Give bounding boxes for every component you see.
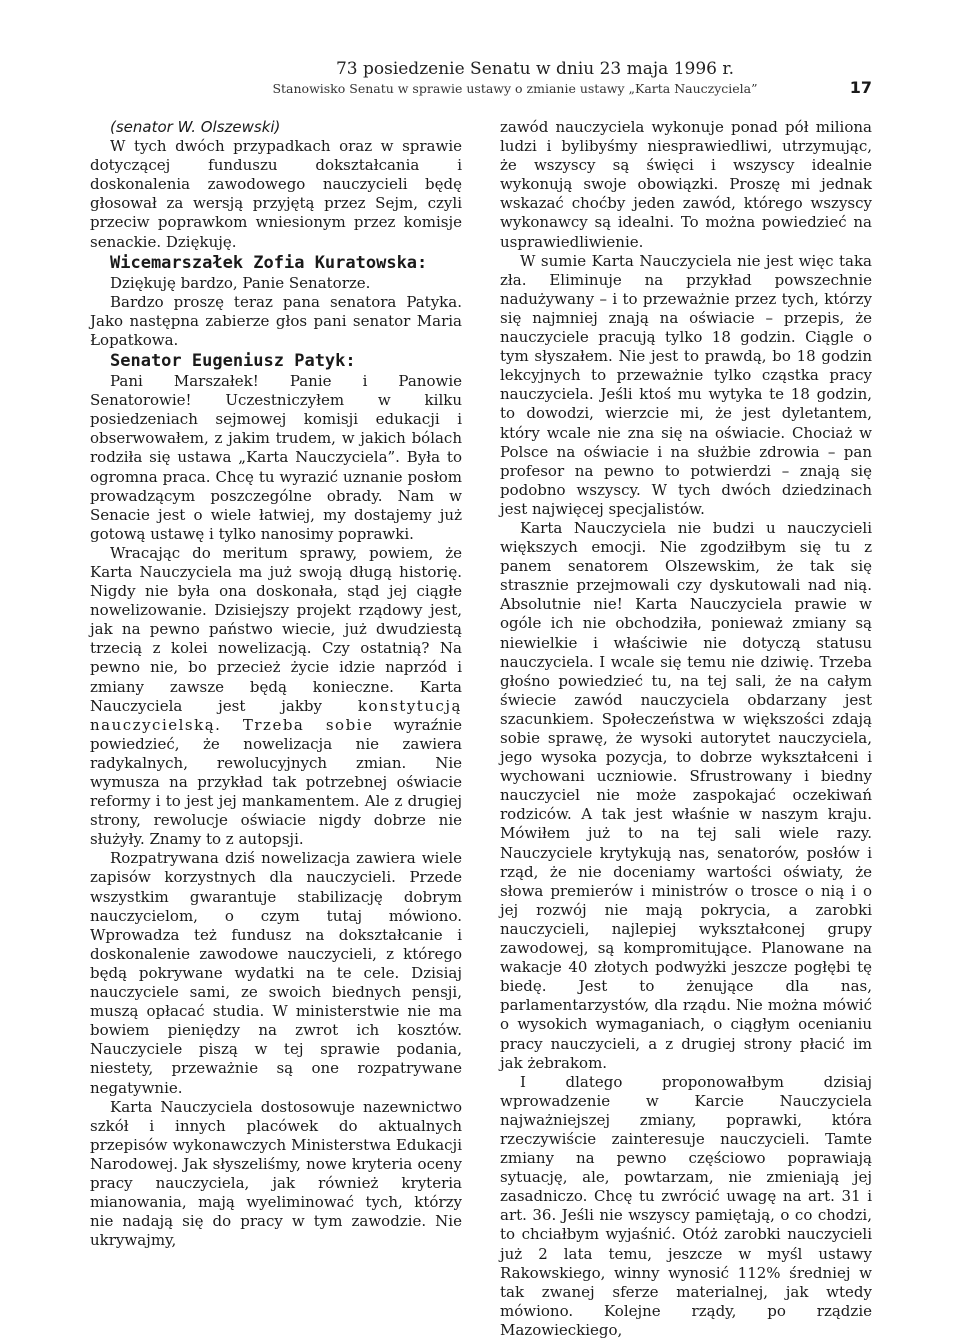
paragraph: Bardzo proszę teraz pana senatora Patyka. Jako następna zabierze głos pani senator Maria Łopatkowa. xyxy=(90,292,462,349)
paragraph: Karta Nauczyciela nie budzi u nauczycieli większych emocji. Nie zgodziłbym się tu z panem senatorem Olszewskim, że tak się strasznie przejmowali czy dyskutowali nad nią. Absolutnie nie! Karta Nauczyciela prawie w ogóle ich nie obchodziła, ponieważ zmiany są niewielkie i właściwie nie dotyczą statusu nauczyciela. I wcale się temu nie dziwię. Trzeba głośno powiedzieć tu, na tej sali, że na całym świecie zawód nauczyciela obdarzany jest szacunkiem. Społeczeństwa w większości zdają sobie sprawę, że wysoki autorytet nauczyciela, jego wysoka pozycja, to dobrze wykształceni i wychowani uczniowie. Sfrustrowany i biedny nauczyciel nie może zaspokajać oczekiwań rodziców. A tak jest właśnie w naszym kraju. Mówiłem już to na tej sali wiele razy. Nauczyciele krytykują nas, senatorów, posłów i rząd, że nie doceniamy wartości oświaty, że słowa premierów i ministrów o trosce o nią i o jej rozwój nie mają pokrycia, a zarobki nauczycieli, najlepiej wykształconej grupy zawodowej, są kompromitujące. Planowane na wakacje 40 złotych podwyżki jeszcze pogłębi tę biedę. Jest to żenujące dla nas, parlamentarzystów, dla rządu. Nie można mówić o wysokich wymaganiach, o ciągłym ocenianiu pracy nauczycieli, a z drugiej strony płacić im jak żebrakom. xyxy=(500,518,872,1072)
speaker-heading: Wicemarszałek Zofia Kuratowska: xyxy=(110,252,428,273)
page-header xyxy=(88,58,872,102)
paragraph: W tych dwóch przypadkach oraz w sprawie dotyczącej funduszu dokształcania i doskonalenia zawodowego nauczycieli będę głosował za wersją przyjętą przez Sejm, czyli przeciw poprawkom wniesionym przez komisje senackie. Dziękuję. xyxy=(90,137,462,251)
spaced-text: konstytucją nauczycielską. Trzeba sobie xyxy=(90,696,462,734)
paragraph: Pani Marszałek! Panie i Panowie Senatorowie! Uczestniczyłem w kilku posiedzeniach sejmowej komisji edukacji i obserwowałem, z jakim trudem, w jakich bólach rodziła się ustawa „Karta Nauczyciela”. Była to ogromna praca. Chcę tu wyrazić uznanie posłom prowadzącym poszczególne obrady. Nam w Senacie jest o wiele łatwiej, my dostajemy już gotową ustawę i tylko nanosimy poprawki. xyxy=(90,372,462,543)
text-span: wyraźnie powiedzieć, że nowelizacja nie zawiera radykalnych, rewolucyjnych zmian. Nie wymusza na przykład tak potrzebnej oświacie reformy i to jest jej mankamentem. Ale z drugiej strony, rewolucje oświacie nigdy dobrze nie służyły. Znamy to z autopsji. xyxy=(90,715,462,849)
paragraph: Rozpatrywana dziś nowelizacja zawiera wiele zapisów korzystnych dla nauczycieli. Przede wszystkim gwarantuje stabilizację dobrym nauczycielom, o czym tutaj mówiono. Wprowadza też fundusz na dokształcanie i doskonalenie zawodowe nauczycieli, z którego będą pokrywane wydatki na te cele. Dzisiaj nauczyciele sami, ze swoich biednych pensji, muszą opłacać studia. W ministerstwie nie ma bowiem pieniędzy na zwrot ich kosztów. Nauczyciele piszą w tej sprawie podania, niestety, przeważnie są one rozpatrywane negatywnie. xyxy=(90,849,462,1097)
header-title: 73 posiedzenie Senatu w dniu 23 maja 1996 r. xyxy=(335,59,735,79)
paragraph: zawód nauczyciela wykonuje ponad pół miliona ludzi i bylibyśmy niesprawiedliwi, utrzymując, że wszyscy są święci i wszyscy idealnie wykonują swoje obowiązki. Proszę mi jednak wskazać choćby jeden zawód, którego wszyscy wykonawcy są idealni. To można powiedzieć na usprawiedliwienie. xyxy=(500,118,872,251)
right-column xyxy=(500,118,872,1339)
paragraph: I dlatego proponowałbym dzisiaj wprowadzenie w Karcie Nauczyciela najważniejszej zmiany, poprawki, która rzeczywiście zainteresuje nauczycieli. Tamte zmiany na pewno częściowo poprawiają sytuację, ale, powtarzam, nie zmieniają jej zasadniczo. Chcę tu zwrócić uwagę na art. 31 i art. 36. Jeśli nie wszyscy pamiętają, o co chodzi, to chciałbym wyjaśnić. Otóż zarobki nauczycieli już 2 lata temu, jeszcze w myśl ustawy Rakowskiego, winny wynosić 112% średniej w tak zwanej sferze materialnej, jak wtedy mówiono. Kolejne rządy, po rządzie Mazowieckiego, xyxy=(500,1072,872,1339)
left-column xyxy=(90,118,462,1268)
speaker-heading: Senator Eugeniusz Patyk: xyxy=(110,351,356,372)
page-number: 17 xyxy=(849,78,872,97)
paragraph: Dziękuję bardzo, Panie Senatorze. xyxy=(110,273,371,292)
text-span: Wracając do meritum sprawy, powiem, że Karta Nauczyciela ma już swoją długą historię. Nigdy nie była ona doskonała, stąd jej ciągłe nowelizowanie. Dzisiejszy projekt rządowy jest, jak na pewno państwo wiecie, już dwudziestą trzecią z kolei nowelizacją. Czy ostatnią? Na pewno nie, bo przecież życie idzie naprzód i zmiany zawsze będą konieczne. Karta Nauczyciela jest jakby xyxy=(90,543,462,715)
paragraph: W sumie Karta Nauczyciela nie jest więc taka zła. Eliminuje na przykład powszechnie nadużywany – i to przeważnie przez tych, którzy się najmniej znają na oświacie – przepis, że nauczyciele pracują tylko 18 godzin. Ciągle o tym słyszałem. Nie jest to prawdą, bo 18 godzin lekcyjnych to przeważnie tylko cząstka pracy nauczyciela. Jeśli ktoś mu wytyka te 18 godzin, to dowodzi, wierzcie mi, że jest dyletantem, który wcale nie zna się na oświacie. Chociaż w Polsce na oświacie i na służbie zdrowia – pan profesor na pewno to potwierdzi – znają się podobno wszyscy. W tych dwóch dziedzinach jest najwięcej specjalistów. xyxy=(500,251,872,518)
header-subtitle: Stanowisko Senatu w sprawie ustawy o zmianie ustawy „Karta Nauczyciela” xyxy=(272,81,758,96)
speaker-note: (senator W. Olszewski) xyxy=(110,118,281,136)
paragraph: Karta Nauczyciela dostosowuje nazewnictwo szkół i innych placówek do aktualnych przepisów wykonawczych Ministerstwa Edukacji Narodowej. Jak słyszeliśmy, nowe kryteria oceny pracy nauczyciela, jak również kryteria mianowania, mają wyeliminować tych, którzy nie nadają się do pracy w tym zawodzie. Nie ukrywajmy, xyxy=(90,1097,462,1250)
paragraph xyxy=(90,544,462,850)
